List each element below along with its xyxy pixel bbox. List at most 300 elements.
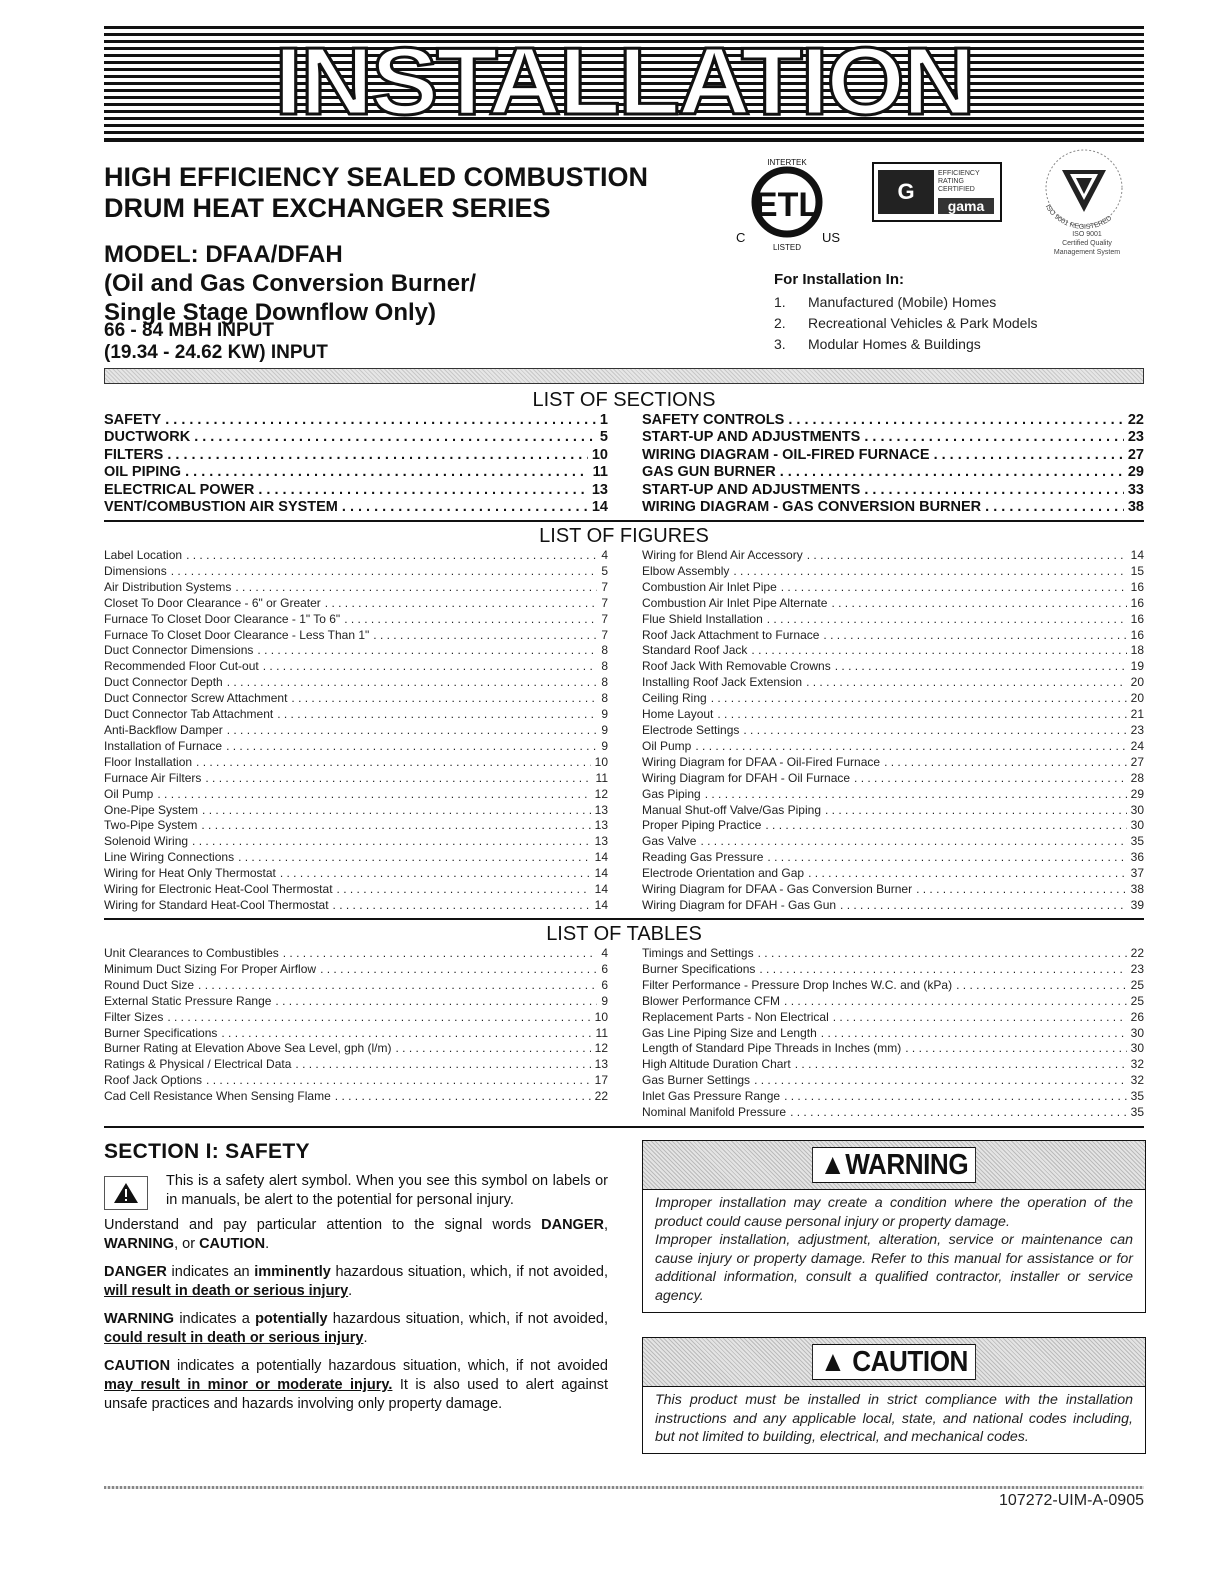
table-entry-page: 23 [1130, 961, 1144, 976]
leader-dots [884, 755, 1127, 771]
figure-entry-label: Two-Pipe System [104, 818, 198, 833]
section-entry [642, 447, 1144, 464]
figure-entry-label: Duct Connector Depth [104, 675, 223, 690]
input-rating [104, 320, 328, 364]
table-entry [642, 994, 1144, 1010]
figure-entry [642, 628, 1144, 644]
figures-title: LIST OF FIGURES [539, 525, 709, 547]
leader-dots [263, 659, 598, 675]
section-entry [642, 429, 1144, 446]
figure-entry-page: 14 [594, 897, 608, 912]
figure-entry-label: Ceiling Ring [642, 691, 707, 706]
leader-dots [934, 447, 1124, 464]
table-entry [642, 1026, 1144, 1042]
leader-dots [198, 978, 597, 994]
section-entry-label: ELECTRICAL POWER [104, 481, 255, 498]
leader-dots [221, 1026, 591, 1042]
leader-dots [194, 429, 596, 446]
tables-left-column [104, 946, 608, 1105]
table-entry [104, 1041, 608, 1057]
leader-dots [165, 412, 596, 429]
figure-entry-label: Wiring for Blend Air Accessory [642, 548, 803, 562]
figure-entry-label: Installing Roof Jack Extension [642, 675, 803, 690]
caution-header [643, 1338, 1145, 1387]
figure-entry-label: Duct Connector Dimensions [104, 643, 254, 658]
figure-entry-label: Furnace To Closet Door Clearance - Less Than 1" [104, 627, 370, 642]
table-entry-label: High Altitude Duration Chart [642, 1057, 791, 1072]
leader-dots [784, 1089, 1127, 1105]
table-entry [104, 978, 608, 994]
leader-dots [283, 946, 598, 962]
leader-dots [758, 946, 1127, 962]
leader-dots [333, 898, 591, 914]
figure-entry [104, 866, 608, 882]
figure-entry-page: 11 [595, 770, 608, 785]
figure-entry-label: Wiring for Standard Heat-Cool Thermostat [104, 897, 329, 912]
leader-dots [825, 803, 1127, 819]
model-number: MODEL: DFAA/DFAH [104, 241, 343, 268]
figure-entry-label: Electrode Orientation and Gap [642, 866, 805, 881]
table-entry-page: 32 [1130, 1073, 1144, 1088]
leader-dots [733, 564, 1126, 580]
figures-rule [104, 918, 1144, 920]
table-entry-label: Inlet Gas Pressure Range [642, 1089, 781, 1104]
figure-entry [104, 771, 608, 787]
leader-dots [277, 707, 597, 723]
safety-area [104, 1140, 1144, 1470]
leader-dots [854, 771, 1127, 787]
figures-right-column [642, 548, 1144, 914]
figure-entry [104, 818, 608, 834]
tables-title: LIST OF TABLES [546, 923, 702, 945]
leader-dots [795, 1057, 1127, 1073]
figure-entry [642, 548, 1144, 564]
table-entry-label: Timings and Settings [642, 946, 754, 960]
installation-item: 1. Manufactured (Mobile) Homes [774, 294, 997, 310]
sections-right-column [642, 412, 1144, 516]
figure-entry-label: Roof Jack Attachment to Furnace [642, 627, 820, 642]
caution-text: This product must be installed in strict compliance with the installation instructions and any applicable local, state, and national codes including, but not limited to building, electrical, and mechanical codes. [655, 1392, 1133, 1446]
table-entry-page: 22 [1130, 946, 1144, 960]
leader-dots [905, 1041, 1126, 1057]
leader-dots [238, 850, 591, 866]
figure-entry-label: Combustion Air Inlet Pipe [642, 579, 777, 594]
svg-text:ETL: ETL [754, 186, 820, 224]
leader-dots [325, 596, 598, 612]
gama-caption: EFFICIENCY RATING CERTIFIED [938, 170, 980, 193]
leader-dots [695, 739, 1126, 755]
figure-entry-page: 36 [1130, 850, 1144, 865]
tables-right-column [642, 946, 1144, 1121]
table-entry [642, 1089, 1144, 1105]
leader-dots [751, 643, 1126, 659]
figure-entry [104, 882, 608, 898]
section-entry-label: WIRING DIAGRAM - OIL-FIRED FURNACE [642, 446, 930, 463]
figure-entry [104, 834, 608, 850]
leader-dots [257, 643, 597, 659]
safety-heading: SECTION I: SAFETY [104, 1140, 310, 1163]
figure-entry-label: Standard Roof Jack [642, 643, 748, 658]
leader-dots [171, 564, 598, 580]
figure-entry [642, 675, 1144, 691]
figure-entry-label: Line Wiring Connections [104, 850, 235, 865]
figure-entry-page: 30 [1130, 818, 1144, 833]
table-entry-label: Cad Cell Resistance When Sensing Flame [104, 1089, 331, 1104]
leader-dots [373, 628, 597, 644]
table-entry [642, 946, 1144, 962]
table-entry-label: Ratings & Physical / Electrical Data [104, 1057, 292, 1072]
leader-dots [280, 866, 591, 882]
leader-dots [864, 429, 1124, 446]
figure-entry-label: Manual Shut-off Valve/Gas Piping [642, 802, 821, 817]
leader-dots [759, 962, 1126, 978]
table-entry-page: 30 [1130, 1025, 1144, 1040]
figure-entry [104, 643, 608, 659]
safety-section [104, 1140, 608, 1423]
figure-entry [642, 596, 1144, 612]
section-entry-page: 14 [591, 499, 608, 516]
section-entry [104, 482, 608, 499]
figure-entry-page: 14 [594, 850, 608, 865]
figure-entry-page: 16 [1130, 579, 1144, 594]
input-kw: (19.34 - 24.62 KW) INPUT [104, 342, 328, 363]
figure-entry-page: 4 [601, 548, 608, 562]
leader-dots [342, 499, 588, 516]
table-entry [642, 1073, 1144, 1089]
figure-entry-label: Anti-Backflow Damper [104, 722, 223, 737]
model-line-2: (Oil and Gas Conversion Burner/ [104, 270, 477, 297]
table-entry-label: Roof Jack Options [104, 1073, 203, 1088]
danger-paragraph: DANGER indicates an imminently hazardous situation, which, if not avoided, will result in death or serious injury. [104, 1264, 608, 1299]
table-entry-page: 4 [601, 946, 608, 960]
table-entry [104, 1010, 608, 1026]
leader-dots [337, 882, 591, 898]
figure-entry-label: Gas Piping [642, 786, 701, 801]
section-entry-page: 27 [1127, 446, 1144, 463]
figure-entry-page: 14 [1130, 548, 1144, 562]
figure-entry-page: 13 [594, 802, 608, 817]
figure-entry-label: Duct Connector Screw Attachment [104, 691, 288, 706]
section-entry-page: 29 [1127, 464, 1144, 481]
title-line-2: DRUM HEAT EXCHANGER SERIES [104, 193, 551, 223]
warning-signal: ▲WARNING [812, 1147, 976, 1183]
footer-rule [104, 1486, 1144, 1489]
installation-item: 3. Modular Homes & Buildings [774, 336, 981, 352]
sections-title: LIST OF SECTIONS [532, 389, 716, 411]
table-entry [104, 994, 608, 1010]
leader-dots [235, 580, 597, 596]
figure-entry-page: 8 [601, 691, 608, 706]
figure-entry-page: 38 [1130, 882, 1144, 897]
figure-entry [104, 755, 608, 771]
table-entry-label: Minimum Duct Sizing For Proper Airflow [104, 961, 317, 976]
leader-dots [743, 723, 1126, 739]
figure-entry-label: Oil Pump [642, 738, 692, 753]
tables-list [104, 946, 1144, 1126]
figure-entry [642, 739, 1144, 755]
svg-text:C: C [736, 230, 746, 245]
sections-rule [104, 520, 1144, 522]
warning-text-1: Improper installation may create a condition where the operation of the product could cause personal injury or property damage. [655, 1195, 1133, 1230]
figure-entry-page: 9 [601, 738, 608, 753]
figure-entry-page: 5 [601, 563, 608, 578]
table-entry-label: Gas Burner Settings [642, 1073, 751, 1088]
figure-entry-page: 20 [1130, 691, 1144, 706]
installation-label: For Installation In: [774, 271, 904, 288]
gama-wordmark: gama [938, 198, 994, 214]
figure-entry [642, 723, 1144, 739]
leader-dots [227, 723, 598, 739]
sections-list [104, 412, 1144, 520]
table-entry-label: Blower Performance CFM [642, 993, 781, 1008]
section-entry-label: WIRING DIAGRAM - GAS CONVERSION BURNER [642, 499, 982, 516]
warning-body [643, 1190, 1145, 1312]
figure-entry-page: 7 [601, 595, 608, 610]
manual-banner [104, 26, 1144, 138]
leader-dots [167, 447, 588, 464]
caution-paragraph: CAUTION indicates a potentially hazardous situation, which, if not avoided may result in minor or moderate injury. It is also used to alert against unsafe practices and hazards involving only property damage. [104, 1358, 609, 1412]
section-entry [104, 499, 608, 516]
figure-entry [642, 787, 1144, 803]
leader-dots [916, 882, 1127, 898]
figure-entry-page: 10 [594, 754, 608, 769]
table-entry-label: Length of Standard Pipe Threads in Inches (mm) [642, 1041, 902, 1056]
figure-entry-label: Furnace Air Filters [104, 770, 202, 785]
table-entry [642, 1041, 1144, 1057]
section-entry [104, 412, 608, 429]
table-entry-page: 32 [1130, 1057, 1144, 1072]
warning-paragraph: WARNING indicates a potentially hazardous situation, which, if not avoided, could result in death or serious injury. [104, 1311, 608, 1346]
leader-dots [956, 978, 1127, 994]
table-entry-label: Replacement Parts - Non Electrical [642, 1009, 829, 1024]
svg-text:LISTED: LISTED [772, 243, 802, 252]
table-entry [104, 962, 608, 978]
leader-dots [781, 580, 1127, 596]
figure-entry-label: Duct Connector Tab Attachment [104, 707, 274, 722]
table-entry-label: Nominal Manifold Pressure [642, 1105, 787, 1120]
section-entry-page: 1 [599, 412, 608, 428]
figure-entry [642, 803, 1144, 819]
figure-entry-page: 8 [601, 675, 608, 690]
table-entry-label: Gas Line Piping Size and Length [642, 1025, 817, 1040]
leader-dots [227, 675, 598, 691]
table-entry-label: Round Duct Size [104, 977, 195, 992]
section-entry-page: 33 [1127, 481, 1144, 498]
figures-left-column [104, 548, 608, 914]
leader-dots [833, 1010, 1127, 1026]
leader-dots [823, 628, 1126, 644]
figure-entry-label: Elbow Assembly [642, 563, 730, 578]
warning-header [643, 1141, 1145, 1190]
figure-entry-label: Flue Shield Installation [642, 611, 763, 626]
figure-entry-label: Label Location [104, 548, 183, 562]
header [104, 142, 1144, 368]
figure-entry [104, 548, 608, 564]
figure-entry-label: Air Distribution Systems [104, 579, 232, 594]
figure-entry-page: 12 [594, 786, 608, 801]
section-entry [104, 429, 608, 446]
gama-mark: G [878, 170, 934, 214]
figure-entry-page: 18 [1130, 643, 1144, 658]
document-number: 107272-UIM-A-0905 [999, 1492, 1144, 1509]
figure-entry-page: 30 [1130, 802, 1144, 817]
leader-dots [258, 482, 587, 499]
table-entry-page: 26 [1130, 1009, 1144, 1024]
figure-entry-page: 37 [1130, 866, 1144, 881]
table-entry [104, 1057, 608, 1073]
section-entry-label: FILTERS [104, 446, 164, 463]
figure-entry-label: Gas Valve [642, 834, 697, 849]
svg-text:ISO 9001 REGISTERED: ISO 9001 REGISTERED [1043, 203, 1114, 231]
figure-entry [642, 580, 1144, 596]
section-entry-page: 23 [1127, 429, 1144, 446]
figure-entry [642, 866, 1144, 882]
figure-entry [642, 882, 1144, 898]
section-entry-page: 5 [599, 429, 608, 446]
leader-dots [205, 771, 591, 787]
figure-entry-page: 14 [594, 882, 608, 897]
figure-entry [642, 755, 1144, 771]
table-entry-page: 10 [594, 1009, 608, 1024]
figure-entry [104, 787, 608, 803]
section-entry-label: START-UP AND ADJUSTMENTS [642, 429, 861, 446]
leader-dots [167, 1010, 590, 1026]
leader-dots [767, 612, 1127, 628]
section-entry-label: START-UP AND ADJUSTMENTS [642, 481, 861, 498]
alert-symbol-row [104, 1172, 608, 1210]
leader-dots [196, 755, 591, 771]
figure-entry-page: 13 [594, 834, 608, 849]
leader-dots [226, 739, 597, 755]
svg-text:US: US [822, 230, 841, 245]
figure-entry [104, 596, 608, 612]
figure-entry-page: 8 [601, 643, 608, 658]
figure-entry [104, 850, 608, 866]
leader-dots [396, 1041, 591, 1057]
figure-entry [104, 739, 608, 755]
figure-entry-page: 27 [1130, 754, 1144, 769]
table-entry-page: 30 [1130, 1041, 1144, 1056]
leader-dots [985, 499, 1124, 516]
figure-entry [642, 834, 1144, 850]
leader-dots [320, 962, 597, 978]
figure-entry-page: 35 [1130, 834, 1144, 849]
section-entry-page: 11 [592, 464, 608, 481]
figure-entry [642, 898, 1144, 914]
etl-listed-logo [722, 152, 852, 262]
figure-entry-page: 14 [594, 866, 608, 881]
figure-entry-label: Reading Gas Pressure [642, 850, 764, 865]
figure-entry [104, 580, 608, 596]
figure-entry-label: Wiring Diagram for DFAH - Oil Furnace [642, 770, 851, 785]
table-entry-page: 25 [1130, 977, 1144, 992]
model-block [104, 240, 476, 327]
figure-entry [104, 628, 608, 644]
banner-title: INSTALLATION [274, 28, 974, 135]
section-entry-label: VENT/COMBUSTION AIR SYSTEM [104, 499, 338, 516]
leader-dots [821, 1026, 1127, 1042]
leader-dots [185, 464, 589, 481]
figure-entry-label: Dimensions [104, 563, 167, 578]
model-line-3: Single Stage Downflow Only) [104, 299, 437, 326]
gama-logo [872, 162, 1002, 222]
leader-dots [705, 787, 1127, 803]
figure-entry-label: Wiring for Heat Only Thermostat [104, 866, 276, 881]
figure-entry [104, 803, 608, 819]
leader-dots [765, 818, 1126, 834]
figure-entry-page: 39 [1130, 897, 1144, 912]
leader-dots [864, 482, 1124, 499]
figure-entry-label: Furnace To Closet Door Clearance - 1" To 6" [104, 611, 341, 626]
figure-entry-page: 19 [1130, 659, 1144, 674]
table-entry-page: 35 [1130, 1105, 1144, 1120]
table-entry-label: Filter Performance - Pressure Drop Inches W.C. and (kPa) [642, 977, 953, 992]
figure-entry [104, 898, 608, 914]
table-entry-page: 17 [594, 1073, 608, 1088]
leader-dots [806, 675, 1127, 691]
table-entry [104, 1089, 608, 1105]
figure-entry-page: 8 [601, 659, 608, 674]
iso-caption: ISO 9001 Certified Quality Management System [1053, 231, 1121, 256]
figure-entry [104, 707, 608, 723]
figure-entry [642, 818, 1144, 834]
table-entry-page: 9 [601, 993, 608, 1008]
figure-entry-page: 7 [601, 627, 608, 642]
figure-entry-label: Wiring Diagram for DFAA - Oil-Fired Furnace [642, 754, 881, 769]
figure-entry-label: Wiring Diagram for DFAA - Gas Conversion Burner [642, 882, 913, 897]
leader-dots [790, 1105, 1127, 1121]
section-entry-page: 38 [1127, 499, 1144, 516]
caution-box [642, 1337, 1146, 1454]
figure-entry-page: 16 [1130, 627, 1144, 642]
section-entry [104, 447, 608, 464]
leader-dots [201, 818, 590, 834]
leader-dots [807, 548, 1127, 564]
section-entry-label: GAS GUN BURNER [642, 464, 776, 481]
leader-dots [754, 1073, 1127, 1089]
figure-entry-label: Oil Pump [104, 786, 154, 801]
tables-rule [104, 1126, 1144, 1128]
table-entry-label: Burner Specifications [642, 961, 756, 976]
table-entry-label: Burner Rating at Elevation Above Sea Level, gph (l/m) [104, 1041, 392, 1056]
figure-entry-label: Floor Installation [104, 754, 193, 769]
divider-bar [104, 368, 1144, 384]
table-entry-page: 25 [1130, 993, 1144, 1008]
figure-entry [642, 643, 1144, 659]
leader-dots [717, 707, 1126, 723]
figure-entry [642, 850, 1144, 866]
product-title [104, 162, 648, 224]
figure-entry-label: Roof Jack With Removable Crowns [642, 659, 831, 674]
table-entry-label: Filter Sizes [104, 1009, 164, 1024]
table-entry-page: 6 [601, 961, 608, 976]
figure-entry-page: 28 [1130, 770, 1144, 785]
installation-item: 2. Recreational Vehicles & Park Models [774, 315, 1038, 331]
leader-dots [788, 412, 1124, 429]
caution-body [643, 1387, 1145, 1453]
figure-entry-label: Recommended Floor Cut-out [104, 659, 259, 674]
table-entry-label: Unit Clearances to Combustibles [104, 946, 279, 960]
leader-dots [711, 691, 1127, 707]
figure-entry-page: 24 [1130, 738, 1144, 753]
installation-list [774, 292, 1144, 355]
figure-entry [104, 691, 608, 707]
leader-dots [831, 596, 1126, 612]
section-entry-label: OIL PIPING [104, 464, 182, 481]
section-entry [642, 412, 1144, 429]
figure-entry [104, 612, 608, 628]
table-entry-page: 22 [594, 1089, 608, 1104]
